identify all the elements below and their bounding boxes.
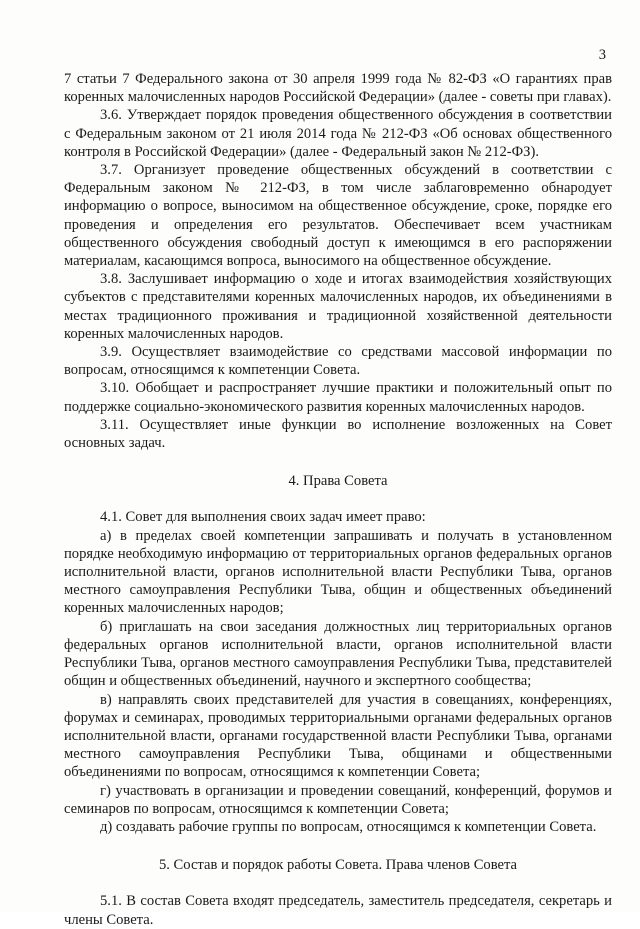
paragraph-3-11: 3.11. Осуществляет иные функции во исполнение возложенных на Совет основных задач. <box>64 416 612 452</box>
paragraph-5-1: 5.1. В состав Совета входят председатель, заместитель председателя, секретарь и члены Совета. <box>64 893 612 928</box>
document-body <box>64 70 612 929</box>
list-item-v: в) направлять своих представителей для участия в совещаниях, конференциях, форумах и семинарах, проводимых территориальными органами федеральных органов исполнительной власти, органами государственной власти Республики Тыва, органами местного самоуправления Республики Тыва, общинами и общественными объединениями по вопросам, относящимся к компетенции Совета; <box>64 691 612 781</box>
paragraph-intro: 7 статьи 7 Федерального закона от 30 апреля 1999 года № 82-ФЗ «О гарантиях прав коренных малочисленных народов Российской Федерации» (далее - советы при главах). <box>64 71 612 106</box>
paragraph-4-1: 4.1. Совет для выполнения своих задач имеет право: <box>100 509 426 526</box>
paragraph-3-10: 3.10. Обобщает и распространяет лучшие практики и положительный опыт по поддержке социально-экономического развития коренных малочисленных народов. <box>64 380 612 415</box>
list-item-d: д) создавать рабочие группы по вопросам, относящимся к компетенции Совета. <box>100 818 597 835</box>
paragraph-3-6: 3.6. Утверждает порядок проведения общественного обсуждения в соответствии с Федеральным законом от 21 июля 2014 года № 212-ФЗ «Об основах общественного контроля в Российской Федерации» (далее - Федеральный закон № 212-ФЗ). <box>64 107 612 160</box>
paragraph-3-9: 3.9. Осуществляет взаимодействие со средствами массовой информации по вопросам, относящимся к компетенции Совета. <box>64 344 612 379</box>
list-item-g: г) участвовать в организации и проведении совещаний, конференций, форумов и семинаров по вопросам, относящимся к компетенции Совета; <box>64 782 612 817</box>
list-item-b: б) приглашать на свои заседания должностных лиц территориальных органов федеральных органов исполнительной власти, органов исполнительной власти Республики Тыва, органов местного самоуправления Республики Тыва, представителей общин и общественных объединений, научного и экспертного сообщества; <box>64 618 612 690</box>
section-heading-4: 4. Права Совета <box>288 473 388 490</box>
paragraph-3-8: 3.8. Заслушивает информацию о ходе и итогах взаимодействия хозяйствующих субъектов с представителями коренных малочисленных народов, их объединениями в местах традиционного проживания и традиционной хозяйственной деятельности коренных малочисленных народов. <box>64 271 612 342</box>
page-number: 3 <box>598 47 606 63</box>
section-heading-5: 5. Состав и порядок работы Совета. Права членов Совета <box>158 857 518 874</box>
paragraph-3-7: 3.7. Организует проведение общественных обсуждений в соответствии с Федеральным законом № 212-ФЗ, в том числе заблаговременно обнародует информацию о вопросе, выносимом на общественное обсуждение, сроке, порядке его проведения и определения его результатов. Обеспечивает всем участникам общественного обсуждения свободный доступ к имеющимся в его распоряжении материалам, касающимся вопроса, выносимого на общественное обсуждение. <box>64 162 612 270</box>
list-item-a: а) в пределах своей компетенции запрашивать и получать в установленном порядке необходимую информацию от территориальных органов федеральных органов исполнительной власти, органов исполнительной власти Республики Тыва, органов местного самоуправления Республики Тыва, общин и общественных объединений коренных малочисленных народов; <box>64 527 612 617</box>
